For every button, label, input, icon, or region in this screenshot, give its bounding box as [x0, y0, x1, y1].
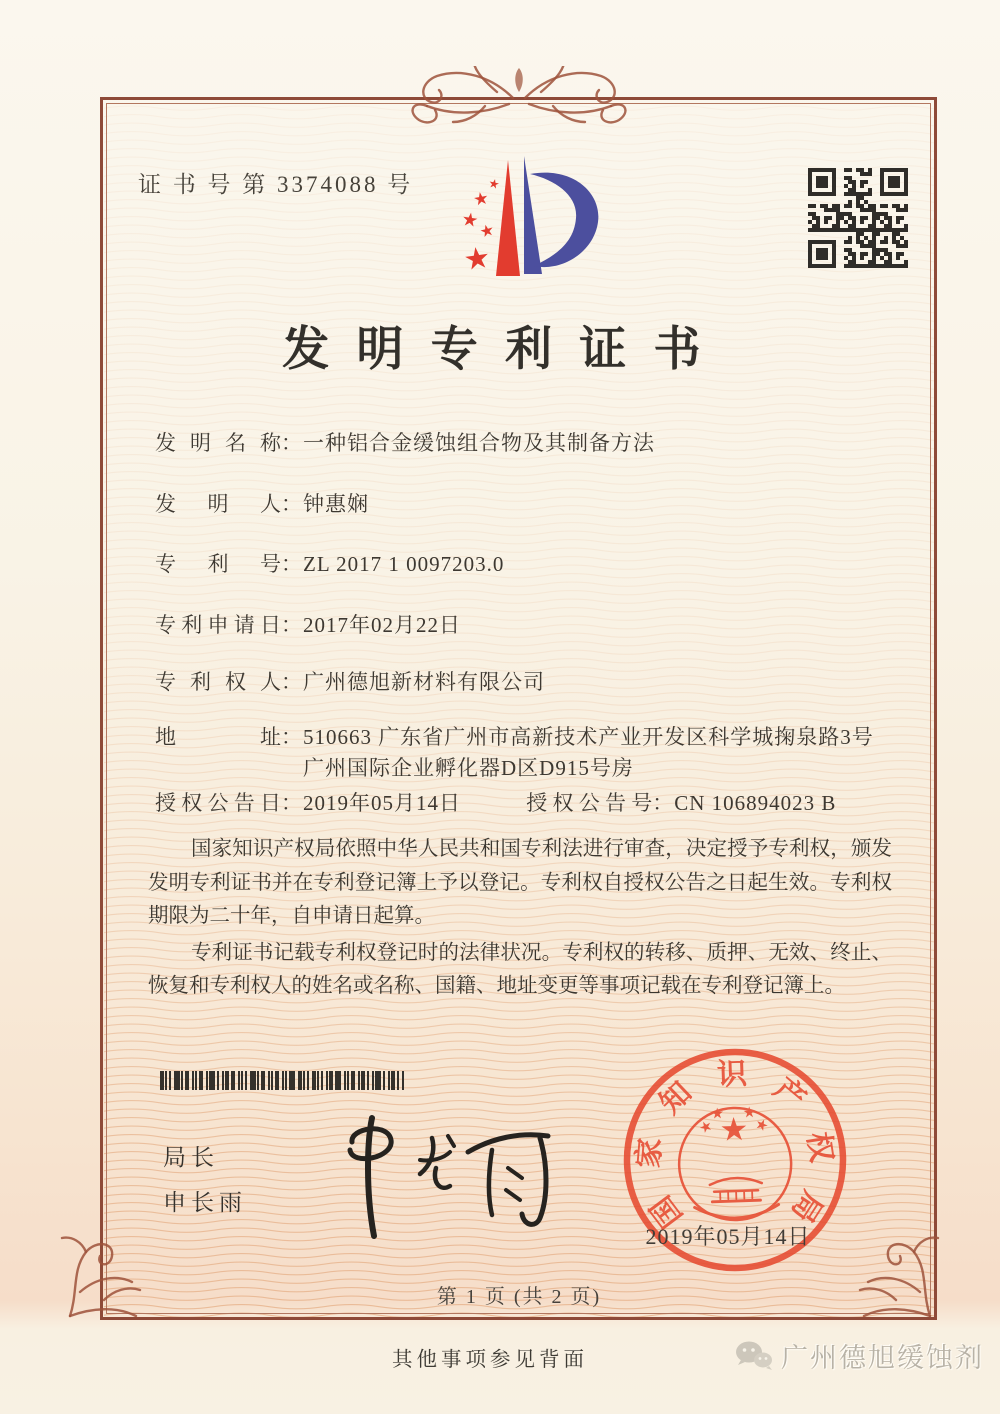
svg-text:家: 家 — [632, 1136, 668, 1170]
colon: ： — [652, 791, 674, 815]
field-address — [155, 722, 888, 784]
field-filing-date — [155, 610, 461, 640]
field-label: 地址 — [155, 725, 281, 749]
legal-paragraph: 专利证书记载专利权登记时的法律状况。专利权的转移、质押、无效、终止、恢复和专利权人的姓名或名称、国籍、地址变更等事项记载在专利登记簿上。 — [148, 941, 892, 997]
colon: ： — [281, 431, 302, 455]
field-label: 授权公告号 — [526, 791, 653, 815]
svg-text:识: 识 — [716, 1057, 748, 1092]
field-label: 发明名称 — [155, 431, 281, 455]
certificate-title: 发明专利证书 — [282, 324, 728, 376]
legal-paragraph: 国家知识产权局依照中华人民共和国专利法进行审查，决定授予专利权，颁发发明专利证书并在专利登记簿上予以登记。专利权自授权公告之日起生效。专利权期限为二十年，自申请日起算。 — [148, 838, 892, 927]
field-label: 发明人 — [155, 492, 281, 516]
colon: ： — [281, 725, 302, 749]
field-value: 510663 广东省广州市高新技术产业开发区科学城掬泉路3号广州国际企业孵化器D区D915号房 — [303, 725, 874, 780]
field-grant-row — [155, 788, 836, 818]
colon: ： — [281, 791, 302, 815]
field-label: 专利号 — [155, 552, 281, 576]
seal-date: 2019年05月14日 — [645, 1224, 811, 1249]
signer-name: 申长雨 — [163, 1189, 247, 1215]
svg-text:知: 知 — [653, 1075, 699, 1121]
watermark-text: 广州德旭缓蚀剂 — [781, 1343, 984, 1373]
colon: ： — [281, 670, 302, 694]
cnipa-patent-logo-icon — [450, 156, 608, 288]
field-label: 专利申请日 — [155, 613, 281, 637]
qr-code — [808, 168, 908, 268]
certificate-number: 证 书 号 第 3374088 号 — [138, 172, 414, 197]
legal-text-block — [148, 833, 892, 1007]
field-value: 2017年02月22日 — [303, 613, 461, 637]
field-patent-number — [155, 549, 504, 579]
field-value: CN 106894023 B — [674, 791, 837, 815]
field-label: 专利权人 — [155, 670, 281, 694]
top-scroll-ornament-icon — [379, 66, 659, 138]
svg-text:权: 权 — [800, 1129, 839, 1165]
field-value: 2019年05月14日 — [303, 791, 461, 815]
wechat-icon — [735, 1340, 773, 1372]
field-label: 授权公告日 — [155, 791, 281, 815]
barcode — [160, 1071, 410, 1090]
colon: ： — [281, 492, 302, 516]
svg-text:局: 局 — [784, 1185, 829, 1229]
field-value: ZL 2017 1 0097203.0 — [303, 552, 505, 576]
field-inventor — [155, 489, 369, 519]
back-side-note: 其他事项参见背面 — [392, 1349, 588, 1371]
svg-text:国: 国 — [644, 1189, 689, 1234]
page-indicator: 第 1 页 (共 2 页) — [436, 1286, 602, 1308]
wechat-watermark — [735, 1336, 984, 1375]
national-emblem-icon — [677, 1105, 793, 1222]
field-value: 一种铝合金缓蚀组合物及其制备方法 — [303, 431, 655, 455]
field-patentee — [155, 667, 545, 697]
field-value: 钟惠娴 — [303, 492, 369, 516]
field-value: 广州德旭新材料有限公司 — [303, 670, 545, 694]
colon: ： — [281, 552, 302, 576]
signer-title: 局长 — [163, 1144, 219, 1170]
svg-text:产: 产 — [767, 1071, 812, 1117]
colon: ： — [281, 613, 302, 637]
director-signature — [320, 1100, 560, 1245]
field-invention-name — [155, 428, 655, 458]
